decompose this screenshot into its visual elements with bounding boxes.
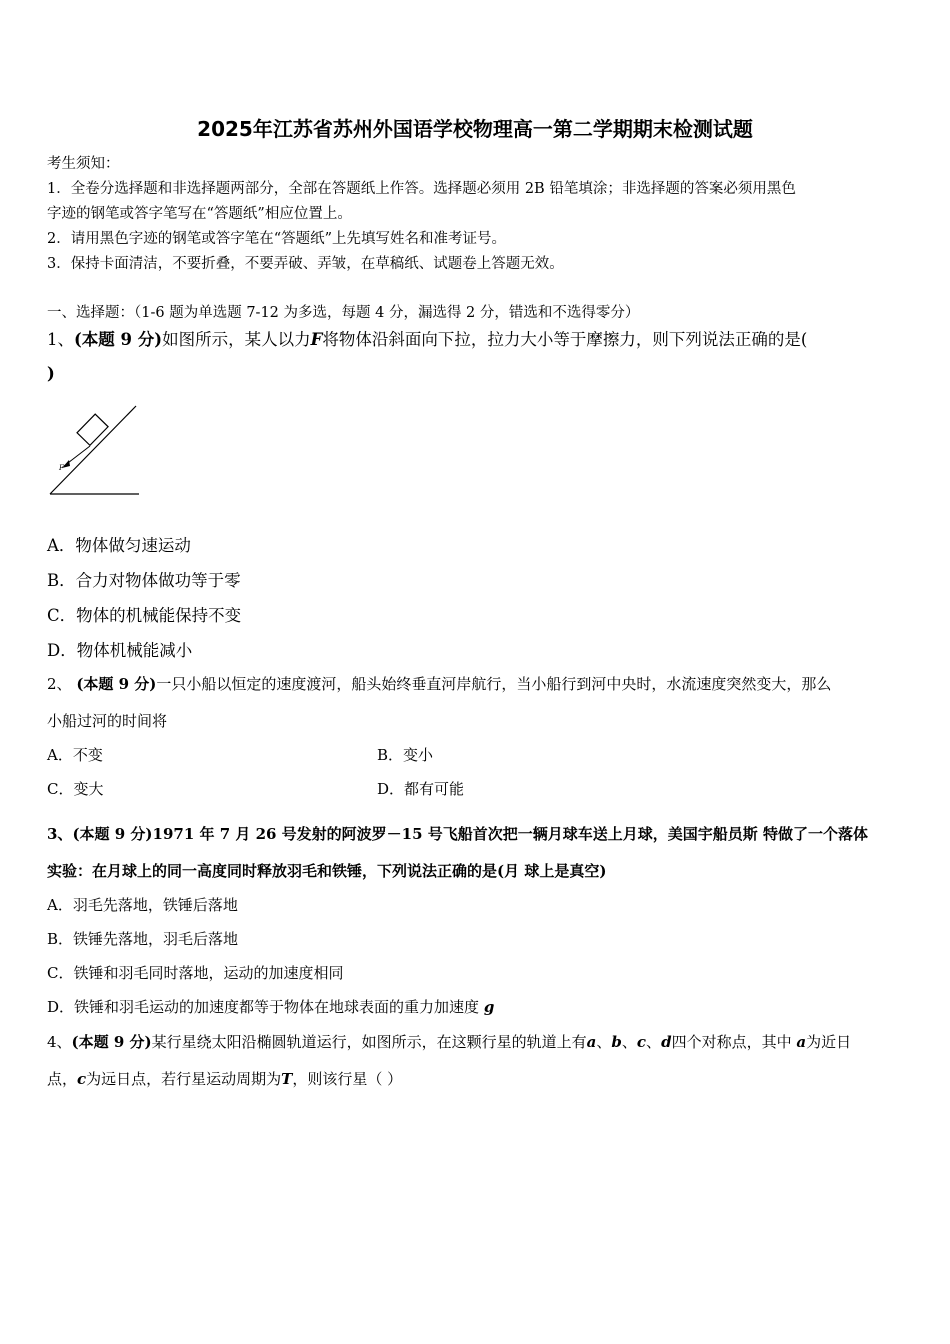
q3-option-d[interactable] xyxy=(47,996,494,1017)
q4-number: 4、 xyxy=(47,1033,72,1051)
q3-option-c[interactable]: C．铁锤和羽毛同时落地，运动的加速度相同 xyxy=(47,964,344,982)
q4-stem xyxy=(47,1031,851,1052)
q1-stem xyxy=(47,326,807,350)
q1-score: (本题 9 分) xyxy=(74,330,163,349)
q3-stem-2: 实验：在月球上的同一高度同时释放羽毛和铁锤，下列说法正确的是(月 球上是真空) xyxy=(47,862,607,880)
notice-line-3: 3．保持卡面清洁，不要折叠，不要弄破、弄皱，在草稿纸、试题卷上答题无效。 xyxy=(47,256,564,272)
q4-var-b: b xyxy=(611,1033,622,1051)
q1-option-d[interactable]: D．物体机械能减小 xyxy=(47,641,193,660)
q2-text-a: 一只小船以恒定的速度渡河，船头始终垂直河岸航行，当小船行到河中央时，水流速度突然变大，那么 xyxy=(156,675,832,693)
notice-line-1a: 1．全卷分选择题和非选择题两部分，全部在答题纸上作答。选择题必须用 2B 铅笔填涂；非选择题的答案必须用黑色 xyxy=(47,181,796,197)
q3-var-g: g xyxy=(483,998,495,1016)
q1-option-a[interactable]: A．物体做匀速运动 xyxy=(47,536,191,555)
q3-option-b[interactable]: B．铁锤先落地，羽毛后落地 xyxy=(47,930,239,948)
q3-option-d-text: D．铁锤和羽毛运动的加速度都等于物体在地球表面的重力加速度 xyxy=(47,998,480,1016)
q2-stem-2: 小船过河的时间将 xyxy=(47,712,168,730)
q4-stem-2 xyxy=(47,1068,402,1089)
q4-sep: 、 xyxy=(646,1033,662,1051)
q4-sep: 、 xyxy=(596,1033,612,1051)
q3-text-a: 1971 年 7 月 26 号发射的阿波罗－15 号飞船首次把一辆月球车送上月球，美国宇船员斯 特做了一个落体 xyxy=(152,825,869,843)
incline-figure xyxy=(45,400,145,500)
q4-var-c2: c xyxy=(77,1070,87,1088)
q2-score: (本题 9 分) xyxy=(76,675,157,693)
q4-var-a2: a xyxy=(796,1033,807,1051)
q2-option-d[interactable]: D．都有可能 xyxy=(377,780,465,798)
q4-var-c: c xyxy=(636,1033,647,1051)
notice-line-2: 2．请用黑色字迹的钢笔或答字笔在“答题纸”上先填写姓名和准考证号。 xyxy=(47,231,507,247)
q1-option-b[interactable]: B．合力对物体做功等于零 xyxy=(47,571,241,590)
q4-text-f: ，则该行星（ ） xyxy=(292,1070,403,1088)
q4-sep: 、 xyxy=(621,1033,637,1051)
q4-text-d: 点， xyxy=(47,1070,78,1088)
block xyxy=(77,414,108,445)
q4-text-c: 为近日 xyxy=(806,1033,852,1051)
q4-text-a: 某行星绕太阳沿椭圆轨道运行，如图所示，在这颗行星的轨道上有 xyxy=(151,1033,587,1051)
q3-option-a[interactable]: A．羽毛先落地，铁锤后落地 xyxy=(47,896,238,914)
notice-line-1b: 字迹的钢笔或答字笔写在“答题纸”相应位置上。 xyxy=(47,206,352,222)
section-heading: 一、选择题：（1-6 题为单选题 7-12 为多选，每题 4 分，漏选得 2 分，错选和不选得零分） xyxy=(47,305,640,321)
q2-number: 2、 xyxy=(47,675,72,693)
q1-stem-end: ) xyxy=(47,364,55,383)
q4-var-a: a xyxy=(586,1033,597,1051)
q1-text-b: 将物体沿斜面向下拉，拉力大小等于摩擦力，则下列说法正确的是( xyxy=(322,330,808,349)
force-label: F xyxy=(59,464,64,472)
q2-stem xyxy=(47,673,831,694)
q2-option-b[interactable]: B．变小 xyxy=(377,746,434,764)
q3-number: 3、 xyxy=(47,825,73,843)
q1-option-c[interactable]: C．物体的机械能保持不变 xyxy=(47,606,242,625)
notice-heading: 考生须知： xyxy=(47,156,120,172)
q1-text-a: 如图所示，某人以力 xyxy=(162,330,311,349)
q4-score: (本题 9 分) xyxy=(71,1033,152,1051)
page-title: 2025年江苏省苏州外国语学校物理高一第二学期期末检测试题 xyxy=(197,117,753,141)
q4-text-e: 为远日点，若行星运动周期为 xyxy=(86,1070,282,1088)
q1-number: 1、 xyxy=(47,330,74,349)
q2-option-a[interactable]: A．不变 xyxy=(47,746,103,764)
q3-stem xyxy=(47,823,868,844)
q4-var-d: d xyxy=(661,1033,672,1051)
q4-var-t: T xyxy=(281,1070,293,1088)
q1-var-f: F xyxy=(310,330,323,349)
q2-option-c[interactable]: C．变大 xyxy=(47,780,104,798)
q4-text-b: 四个对称点，其中 xyxy=(671,1033,792,1051)
q3-score: (本题 9 分) xyxy=(72,825,153,843)
